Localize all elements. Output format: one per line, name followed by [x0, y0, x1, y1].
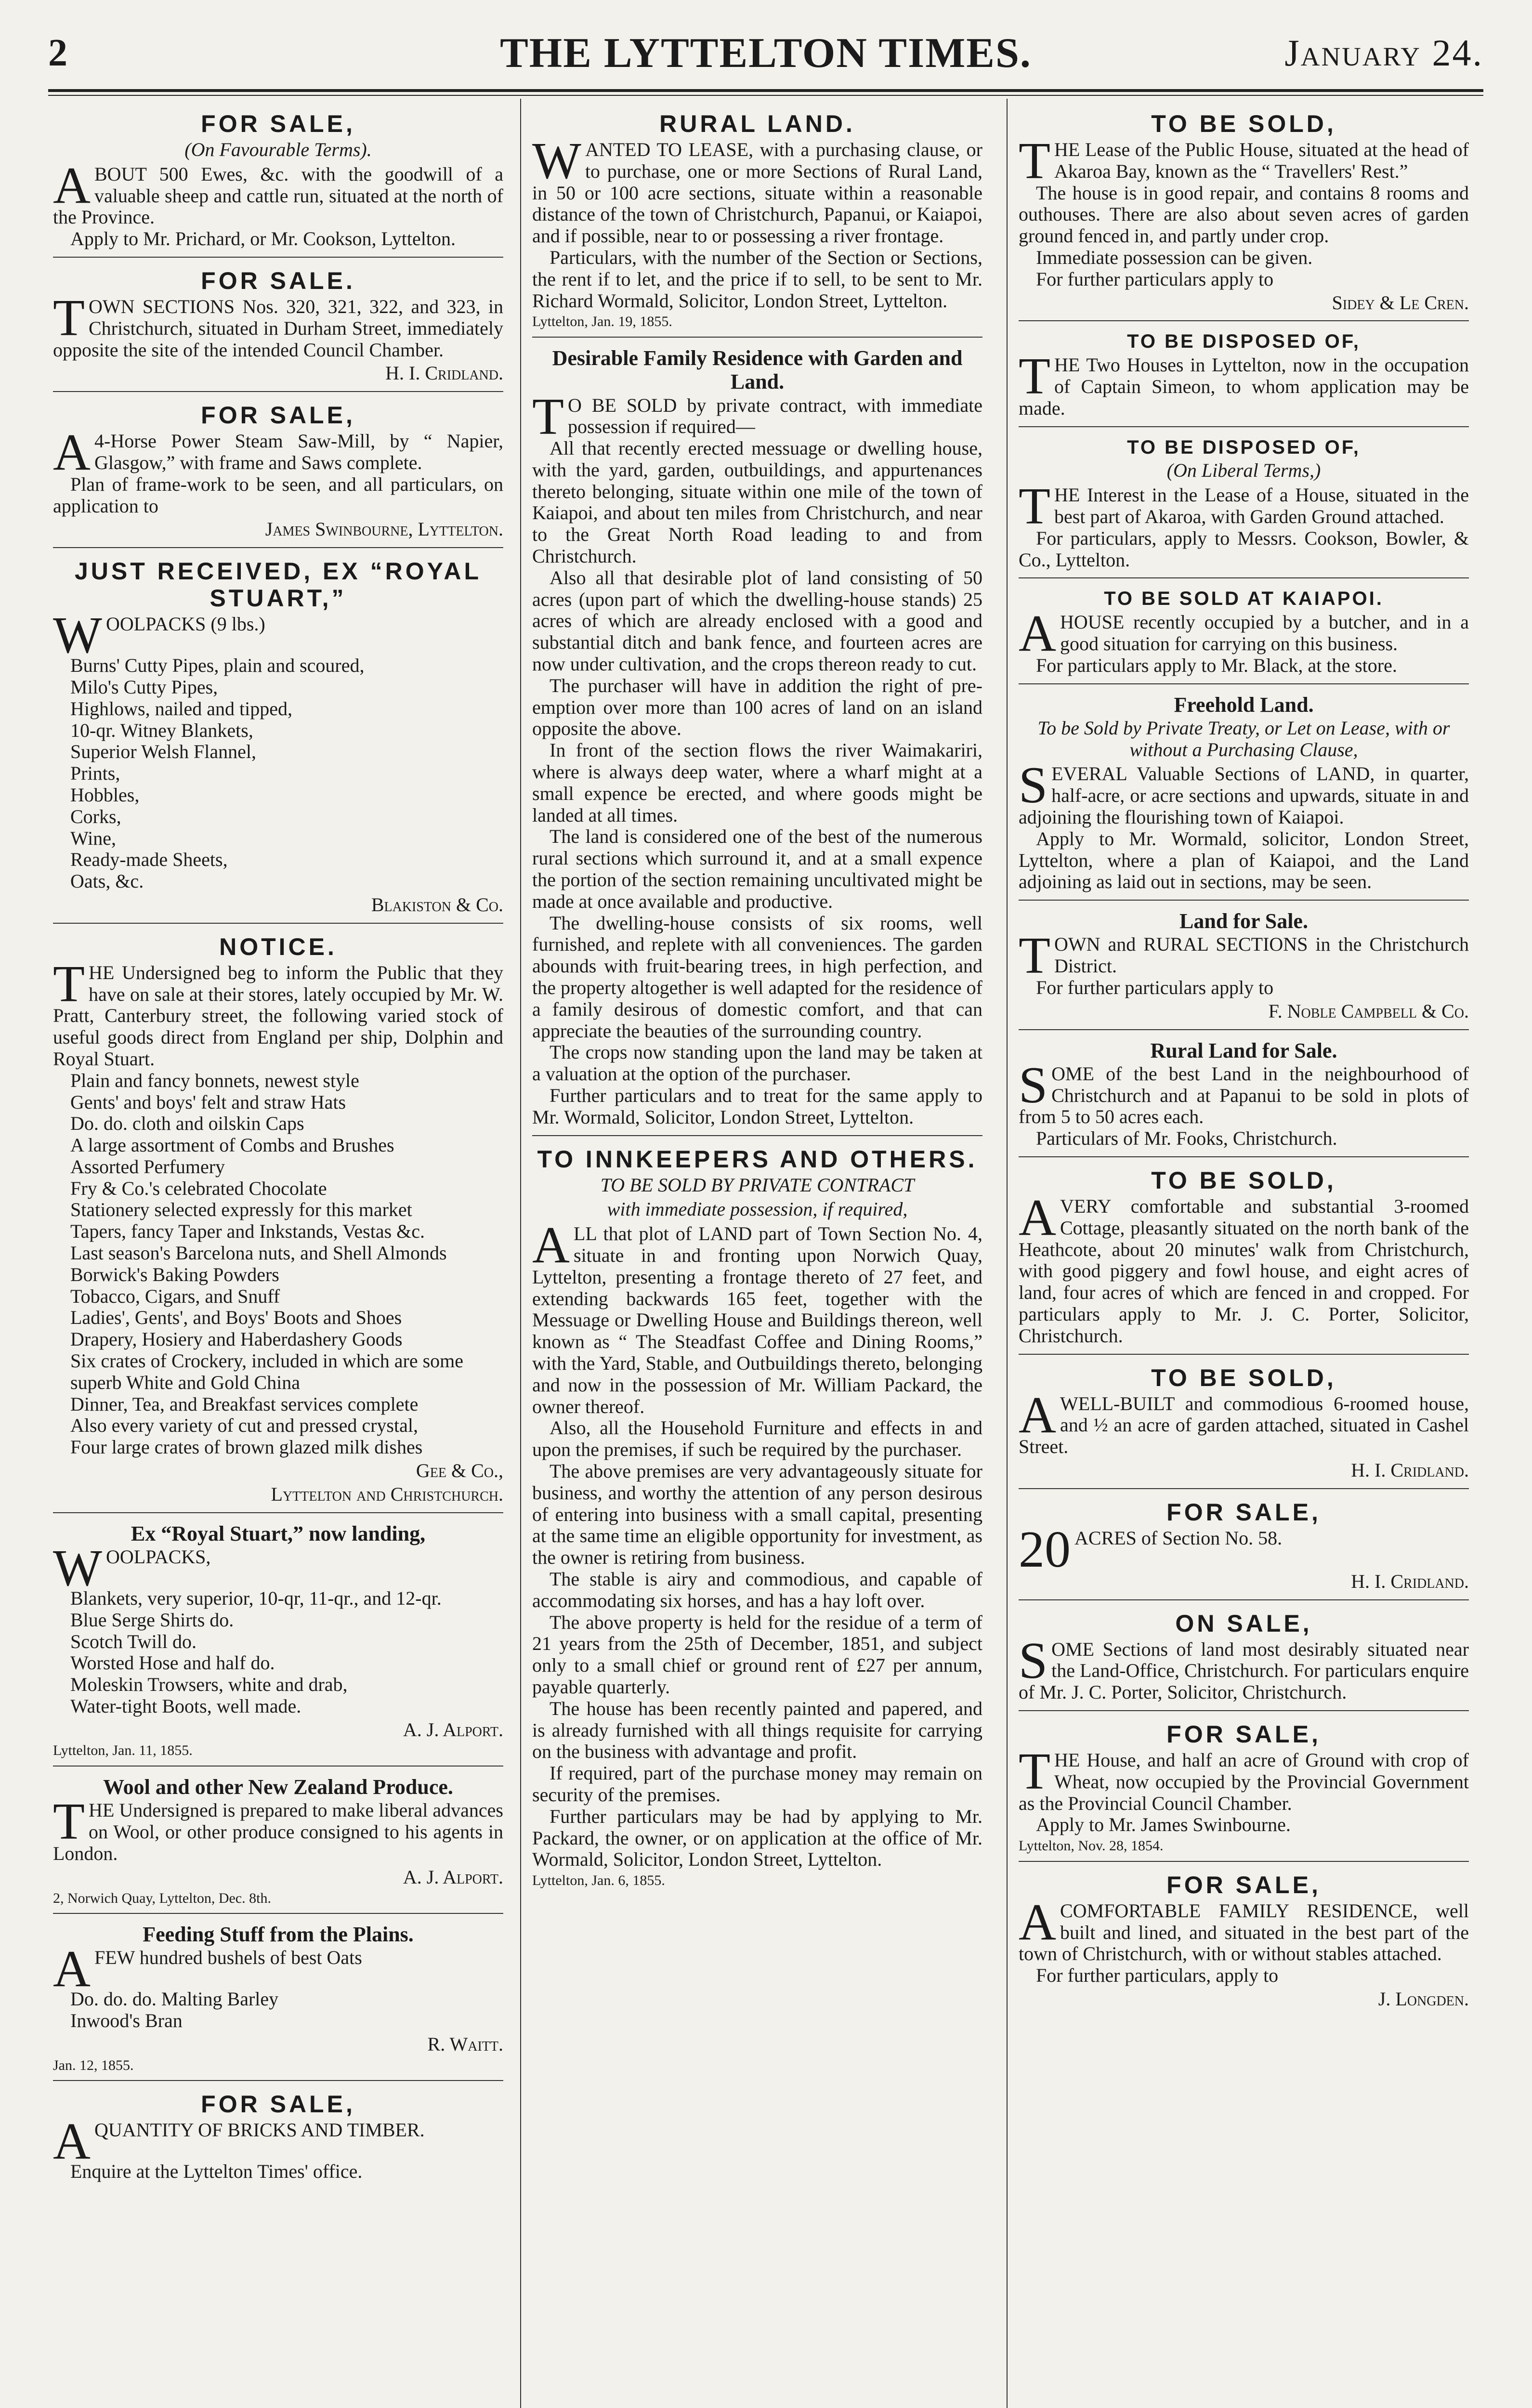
ad-subheading: with immediate possession, if required, [607, 1198, 908, 1220]
advertisement [53, 927, 503, 1513]
ad-body-text: QUANTITY OF BRICKS AND TIMBER. [94, 2119, 425, 2141]
advertisement [1019, 1033, 1469, 1157]
list-item: Do. do. do. Malting Barley [70, 1988, 279, 2010]
ad-heading: TO BE SOLD, [1151, 1364, 1336, 1391]
ad-paragraph: Immediate possession can be given. [1036, 246, 1313, 268]
advertisement [53, 104, 503, 258]
ad-heading: TO BE DISPOSED OF, [1127, 331, 1361, 353]
ad-heading: Ex “Royal Stuart,” now landing, [131, 1521, 426, 1545]
ad-paragraph: In front of the section flows the river Waimakariri, where is always deep water, where a wharf might at a small expence be erected, and where goods might be landed at all times. [532, 739, 982, 826]
drop-cap: T [1019, 348, 1050, 406]
ad-body-text: HE Two Houses in Lyttelton, now in the occupation of Captain Simeon, to whom application may be made. [1019, 354, 1469, 419]
ad-heading: FOR SALE. [201, 267, 355, 294]
ad-paragraph: Also all that desirable plot of land consisting of 50 acres (upon part of which the dwelling-house stands) 25 acres of which are already enclosed with a good and substantial ditch and bank fence, and fourteen acres are now under cultivation, and the crops thereon ready to cut. [532, 566, 982, 675]
ad-paragraph: For particulars apply to Mr. Black, at the store. [1036, 654, 1397, 676]
ad-body [53, 955, 503, 1070]
advertisement [532, 1139, 982, 1896]
ad-body [1019, 1520, 1469, 1578]
advertisement [1019, 324, 1469, 427]
signature: H. I. Cridland. [1351, 1570, 1469, 1592]
list-item: Borwick's Baking Powders [70, 1263, 279, 1285]
drop-cap: T [1019, 132, 1050, 190]
ad-heading: Feeding Stuff from the Plains. [143, 1923, 414, 1947]
drop-cap: A [1019, 1189, 1056, 1247]
ad-body [53, 2113, 503, 2171]
ad-body [1019, 1632, 1469, 1703]
list-item: Plain and fancy bonnets, newest style [70, 1069, 359, 1091]
ad-paragraph: All that recently erected messuage or dwelling house, with the yard, garden, outbuildings, and appurtenances thereto belonging, situate within one mile of the town of Kaiapoi, and about ten miles from Christchurch, and near to the Great North Road leading to and from Christchurch. [532, 437, 982, 567]
list-item: Six crates of Crockery, included in which are some superb White and Gold China [70, 1350, 464, 1393]
signature: A. J. Alport. [403, 1866, 503, 1888]
advertisement [1019, 1603, 1469, 1711]
ad-heading: Land for Sale. [1179, 909, 1308, 933]
drop-cap: W [532, 132, 581, 190]
advertisement [53, 1516, 503, 1767]
ad-body [53, 289, 503, 361]
list-item: Stationery selected expressly for this market [70, 1199, 412, 1221]
signature: H. I. Cridland. [1351, 1459, 1469, 1481]
item-list [53, 655, 503, 892]
advertisement [1019, 1358, 1469, 1489]
list-item: Prints, [70, 762, 120, 785]
advertisement [1019, 104, 1469, 321]
advertisement [532, 104, 982, 338]
ad-body-text: 4-Horse Power Steam Saw-Mill, by “ Napier, Glasgow,” with frame and Saws complete. [94, 430, 503, 473]
ad-heading: FOR SALE, [201, 402, 355, 429]
ad-body [1019, 605, 1469, 663]
ad-subheading: (On Liberal Terms,) [1166, 459, 1321, 482]
ad-body [1019, 1893, 1469, 1965]
ad-heading: FOR SALE, [1166, 1871, 1321, 1898]
ad-subheading: (On Favourable Terms). [184, 139, 372, 160]
ad-body-text: OME of the best Land in the neighbourhood of Christchurch and at Papanui to be sold in plots of from 5 to 50 acres each. [1019, 1062, 1469, 1128]
ad-body-text: OWN SECTIONS Nos. 320, 321, 322, and 323, in Christchurch, situated in Durham Street, immediately opposite the site of the intended Council Chamber. [53, 295, 503, 361]
drop-cap: S [1019, 1632, 1048, 1689]
ad-body [53, 607, 503, 665]
ad-body-text: OME Sections of land most desirably situated near the Land-Office, Christchurch. For particulars enquire of Mr. J. C. Porter, Solicitor, Christchurch. [1019, 1638, 1469, 1703]
ad-paragraph: Further particulars and to treat for the same apply to Mr. Wormald, Solicitor, London Street, Lyttelton. [532, 1085, 982, 1128]
signature: H. I. Cridland. [385, 362, 503, 384]
ad-paragraph: The house is in good repair, and contains 8 rooms and outhouses. There are also about seven acres of garden ground fenced in, and partly under crop. [1019, 182, 1469, 247]
ad-body [53, 157, 503, 228]
drop-cap: A [53, 1940, 91, 1998]
advertisement [1019, 1160, 1469, 1355]
ad-paragraph: Enquire at the Lyttelton Times' office. [70, 2160, 363, 2183]
ad-paragraph: The purchaser will have in addition the right of pre-emption over more than 100 acres of land on an island opposite the above. [532, 674, 982, 740]
dateline: Lyttelton, Jan. 19, 1855. [532, 314, 672, 330]
advertisement [532, 340, 982, 1136]
advertisement [53, 261, 503, 392]
list-item: Gents' and boys' felt and straw Hats [70, 1091, 346, 1113]
drop-cap: T [1019, 927, 1050, 985]
list-item: Blankets, very superior, 10-qr, 11-qr., and 12-qr. [70, 1587, 442, 1609]
ad-paragraph: The crops now standing upon the land may be taken at a valuation at the option of the purchaser. [532, 1041, 982, 1085]
ad-body-text: WELL-BUILT and commodious 6-roomed house, and ½ an acre of garden attached, situated in Cashel Street. [1019, 1392, 1469, 1458]
ad-paragraph: Also, all the Household Furniture and effects in and upon the premises, if such be required by the purchaser. [532, 1417, 982, 1461]
list-item: Four large crates of brown glazed milk dishes [70, 1436, 423, 1458]
ad-heading: Wool and other New Zealand Produce. [103, 1775, 453, 1799]
ad-paragraph: The above premises are very advantageously situate for business, and worthy the attention of any person desirous of entering into business with a small capital, presenting at the same time an eligible opportunity for investment, as the owner is retiring from business. [532, 1460, 982, 1569]
ad-body [1019, 1189, 1469, 1347]
ad-body-text: OOLPACKS, [105, 1545, 211, 1568]
signature: A. J. Alport. [403, 1718, 503, 1741]
ad-body [1019, 927, 1469, 985]
item-list [53, 1070, 503, 1458]
list-item: Hobbles, [70, 784, 140, 806]
list-item: Corks, [70, 805, 121, 827]
list-item: Tapers, fancy Taper and Inkstands, Vestas &c. [70, 1220, 425, 1243]
ad-paragraph: For particulars, apply to Messrs. Cookson, Bowler, & Co., Lyttelton. [1019, 527, 1469, 571]
advertisement [53, 395, 503, 548]
issue-date: January 24. [1284, 32, 1483, 74]
ad-body-text: LL that plot of LAND part of Town Section No. 4, situate in and fronting upon Norwich Quay, Lyttelton, presenting a frontage thereto of 27 feet, and extending backwards 165 feet, together with the Messuage or Dwelling House and Buildings thereon, well known as “ The Steadfast Coffee and Dining Rooms,” with the Yard, Stable, and Outbuildings thereto, belonging and now in the possession of Mr. William Packard, the owner thereof. [532, 1223, 982, 1417]
advertisement [53, 551, 503, 924]
list-item: Milo's Cutty Pipes, [70, 676, 218, 698]
ad-paragraph: The stable is airy and commodious, and capable of accommodating six horses, and has a hay loft over. [532, 1568, 982, 1611]
ad-body [1019, 478, 1469, 536]
column-3 [1019, 104, 1469, 2020]
ad-heading: Desirable Family Residence with Garden and Land. [552, 346, 963, 394]
ad-body [53, 1793, 503, 1864]
list-item: Oats, &c. [70, 870, 144, 892]
drop-cap: T [53, 955, 85, 1013]
ad-body [1019, 1386, 1469, 1458]
ad-heading: FOR SALE, [1166, 1721, 1321, 1748]
dateline: Lyttelton, Nov. 28, 1854. [1019, 1838, 1164, 1854]
ad-paragraph: The land is considered one of the best of the numerous rural sections which surround it, and at a small expence the portion of the section remaining uncultivated might be made at once available and productive. [532, 825, 982, 912]
drop-cap: A [1019, 1386, 1056, 1444]
ad-heading: Rural Land for Sale. [1150, 1038, 1337, 1062]
list-item: Blue Serge Shirts do. [70, 1609, 234, 1631]
ad-body-text: FEW hundred bushels of best Oats [94, 1947, 362, 1969]
ad-heading: RURAL LAND. [659, 110, 855, 137]
list-item: Ready-made Sheets, [70, 849, 228, 871]
column-2 [532, 104, 982, 1898]
ad-body-text: OWN and RURAL SECTIONS in the Christchurch District. [1054, 933, 1469, 977]
signature: Blakiston & Co. [371, 893, 503, 916]
ad-paragraph: If required, part of the purchase money may remain on security of the premises. [532, 1762, 982, 1806]
ad-body-text: ANTED TO LEASE, with a purchasing clause, or to purchase, one or more Sections of Rural Land, in 50 or 100 acre sections, situate within a reasonable distance of the town of Christchurch, Papanui, or Kaiapoi, and if possible, near to or possessing a river frontage. [532, 139, 982, 247]
ad-heading: JUST RECEIVED, EX “ROYAL STUART,” [74, 558, 482, 612]
item-list [53, 1989, 503, 2032]
list-item: Inwood's Bran [70, 2010, 183, 2032]
advertisement [53, 2084, 503, 2189]
ad-heading: TO BE DISPOSED OF, [1127, 436, 1361, 458]
ad-body-text: HE Undersigned is prepared to make liberal advances on Wool, or other produce consigned to his agents in London. [53, 1799, 503, 1864]
drop-cap: A [53, 424, 91, 482]
drop-cap: T [53, 289, 85, 347]
advertisement [1019, 430, 1469, 579]
column-divider [1007, 99, 1008, 2408]
signature: Lyttelton and Christchurch. [271, 1483, 503, 1505]
list-item: Worsted Hose and half do. [70, 1652, 275, 1674]
ad-heading: ON SALE, [1175, 1610, 1312, 1637]
ad-heading: FOR SALE, [201, 110, 355, 137]
ad-body-text: BOUT 500 Ewes, &c. with the goodwill of a valuable sheep and cattle run, situated at the north of the Province. [53, 163, 503, 228]
ad-body-text: COMFORTABLE FAMILY RESIDENCE, well built and lined, and situated in the best part of the town of Christchurch, with or without stables attached. [1019, 1899, 1469, 1965]
drop-cap: T [53, 1793, 85, 1851]
list-item: Moleskin Trowsers, white and drab, [70, 1674, 348, 1696]
list-item: Highlows, nailed and tipped, [70, 697, 293, 720]
drop-cap: A [1019, 1893, 1056, 1951]
dateline: 2, Norwich Quay, Lyttelton, Dec. 8th. [53, 1890, 271, 1906]
advertisement [53, 1769, 503, 1914]
advertisement [1019, 1865, 1469, 2017]
ad-body [53, 1539, 503, 1597]
ad-body-text: OOLPACKS (9 lbs.) [105, 613, 265, 635]
list-item: Scotch Twill do. [70, 1630, 197, 1652]
ad-body [53, 1940, 503, 1998]
list-item: A large assortment of Combs and Brushes [70, 1134, 394, 1156]
masthead-rule [48, 89, 1483, 96]
ad-body [532, 388, 982, 445]
signature: F. Noble Campbell & Co. [1268, 1000, 1469, 1022]
ad-body [532, 1217, 982, 1417]
ad-body [1019, 1056, 1469, 1128]
ad-body-text: HE House, and half an acre of Ground with crop of Wheat, now occupied by the Provincial Government as the Provincial Council Chamber. [1019, 1749, 1469, 1814]
advertisement [1019, 903, 1469, 1030]
page-number: 2 [48, 32, 67, 74]
ad-body [1019, 757, 1469, 828]
list-item: Superior Welsh Flannel, [70, 741, 256, 763]
ad-body-text: HOUSE recently occupied by a butcher, and in a good situation for carrying on this business. [1060, 611, 1469, 654]
ad-body [532, 132, 982, 247]
newspaper-title: THE LYTTELTON TIMES. [500, 30, 1032, 77]
ad-paragraph: For further particulars apply to [1036, 977, 1274, 999]
masthead [48, 26, 1483, 79]
ad-body-text: O BE SOLD by private contract, with immediate possession if required— [567, 394, 982, 438]
ad-body-text: EVERAL Valuable Sections of LAND, in quarter, half-acre, or acre sections and upwards, situate in and adjoining the flourishing town of Kaiapoi. [1019, 763, 1469, 828]
ad-heading: TO BE SOLD, [1151, 110, 1336, 137]
drop-cap: T [1019, 478, 1050, 536]
drop-cap: S [1019, 1056, 1048, 1114]
ad-paragraph: The above property is held for the residue of a term of 21 years from the 25th of December, 1851, and subject only to a small chief or ground rent of £27 per annum, payable quarterly. [532, 1611, 982, 1698]
list-item: Burns' Cutty Pipes, plain and scoured, [70, 654, 365, 677]
column-1 [53, 104, 503, 2192]
advertisement [1019, 687, 1469, 901]
drop-cap: A [53, 157, 91, 214]
ad-body-text: HE Lease of the Public House, situated at the head of Akaroa Bay, known as the “ Travellers' Rest.” [1054, 139, 1469, 182]
ad-body [1019, 348, 1469, 419]
drop-cap: W [53, 607, 102, 665]
ad-heading: TO BE SOLD AT KAIAPOI. [1104, 588, 1384, 610]
ad-paragraph: Further particulars may be had by applying to Mr. Packard, the owner, or on application at the office of Mr. Wormald, Solicitor, London Street, Lyttelton. [532, 1805, 982, 1871]
advertisement [1019, 1714, 1469, 1862]
ad-heading: TO INNKEEPERS AND OTHERS. [537, 1145, 978, 1173]
advertisement [1019, 581, 1469, 684]
advertisement [53, 1917, 503, 2081]
drop-cap: 20 [1019, 1520, 1071, 1578]
ad-subheading: TO BE SOLD BY PRIVATE CONTRACT [600, 1174, 915, 1196]
drop-cap: W [53, 1539, 102, 1597]
list-item: Tobacco, Cigars, and Snuff [70, 1285, 280, 1307]
list-item: Do. do. cloth and oilskin Caps [70, 1112, 304, 1135]
column-divider [520, 99, 521, 2408]
list-item: Also every variety of cut and pressed crystal, [70, 1414, 418, 1437]
drop-cap: A [53, 2113, 91, 2171]
ad-paragraph: Apply to Mr. Prichard, or Mr. Cookson, Lyttelton. [70, 228, 456, 250]
ad-body-text: HE Interest in the Lease of a House, situated in the best part of Akaroa, with Garden Ground attached. [1054, 484, 1469, 527]
list-item: Last season's Barcelona nuts, and Shell Almonds [70, 1242, 447, 1264]
list-item: Water-tight Boots, well made. [70, 1695, 301, 1717]
dateline: Lyttelton, Jan. 6, 1855. [532, 1872, 665, 1889]
list-item: Ladies', Gents', and Boys' Boots and Shoes [70, 1307, 402, 1329]
signature: James Swinbourne, Lyttelton. [265, 518, 503, 540]
drop-cap: T [1019, 1743, 1050, 1801]
ad-paragraph: Plan of frame-work to be seen, and all particulars, on application to [53, 473, 503, 517]
ad-paragraph: For further particulars, apply to [1036, 1964, 1279, 1987]
ad-body [1019, 1743, 1469, 1814]
list-item: 10-qr. Witney Blankets, [70, 719, 253, 741]
ad-heading: NOTICE. [219, 933, 337, 960]
ad-paragraph: Particulars, with the number of the Section or Sections, the rent if to let, and the price if to sell, to be sent to Mr. Richard Wormald, Solicitor, London Street, Lyttelton. [532, 246, 982, 312]
dateline: Jan. 12, 1855. [53, 2057, 134, 2073]
ad-paragraph: Apply to Mr. Wormald, solicitor, London Street, Lyttelton, where a plan of Kaiapoi, and the Land adjoining as laid out in sections, may be seen. [1019, 827, 1469, 893]
ad-heading: Freehold Land. [1174, 693, 1314, 717]
signature: R. Waitt. [427, 2033, 503, 2055]
dateline: Lyttelton, Jan. 11, 1855. [53, 1742, 193, 1759]
ad-body [1019, 132, 1469, 190]
list-item: Dinner, Tea, and Breakfast services complete [70, 1393, 419, 1415]
ad-paragraph: Particulars of Mr. Fooks, Christchurch. [1036, 1127, 1337, 1150]
advertisement [1019, 1492, 1469, 1600]
drop-cap: A [1019, 605, 1056, 663]
ad-heading: FOR SALE, [201, 2091, 355, 2118]
ad-paragraph: The house has been recently painted and papered, and is already furnished with all things requisite for carrying on the business with advantage and profit. [532, 1697, 982, 1763]
drop-cap: A [532, 1217, 570, 1274]
ad-paragraph: For further particulars apply to [1036, 268, 1274, 290]
ad-paragraph: The dwelling-house consists of six rooms, well furnished, and replete with all conveniences. The garden abounds with fruit-bearing trees, in high perfection, and the property altogether is well adapted for the residence of a family desirous of domestic comfort, and that can appreciate the beauties of the surrounding country. [532, 912, 982, 1042]
drop-cap: T [532, 388, 564, 445]
list-item: Drapery, Hosiery and Haberdashery Goods [70, 1328, 403, 1350]
signature: Sidey & Le Cren. [1332, 291, 1469, 314]
ad-subheading: To be Sold by Private Treaty, or Let on Lease, with or without a Purchasing Clause, [1037, 717, 1450, 760]
signature: Gee & Co., [416, 1460, 503, 1482]
ad-body-text: ACRES of Section No. 58. [1074, 1527, 1283, 1549]
list-item: Fry & Co.'s celebrated Chocolate [70, 1177, 327, 1199]
ad-body [53, 424, 503, 482]
item-list [53, 1588, 503, 1717]
ad-body-text: HE Undersigned beg to inform the Public that they have on sale at their stores, lately occupied by Mr. W. Pratt, Canterbury street, the following varied stock of useful goods direct from England per ship, Dolphin and Royal Stuart. [53, 961, 503, 1070]
signature: J. Longden. [1378, 1988, 1469, 2010]
ad-body-text: VERY comfortable and substantial 3-roomed Cottage, pleasantly situated on the north bank of the Heathcote, about 20 minutes' walk from Christchurch, with good piggery and fowl house, and eight acres of land, four acres of which are fenced in and cropped. For particulars apply to Mr. J. C. Porter, Solicitor, Christchurch. [1019, 1195, 1469, 1347]
list-item: Wine, [70, 827, 117, 849]
ad-paragraph: Apply to Mr. James Swinbourne. [1036, 1814, 1291, 1836]
list-item: Assorted Perfumery [70, 1155, 225, 1178]
ad-heading: TO BE SOLD, [1151, 1167, 1336, 1194]
drop-cap: S [1019, 757, 1048, 814]
ad-heading: FOR SALE, [1166, 1498, 1321, 1526]
